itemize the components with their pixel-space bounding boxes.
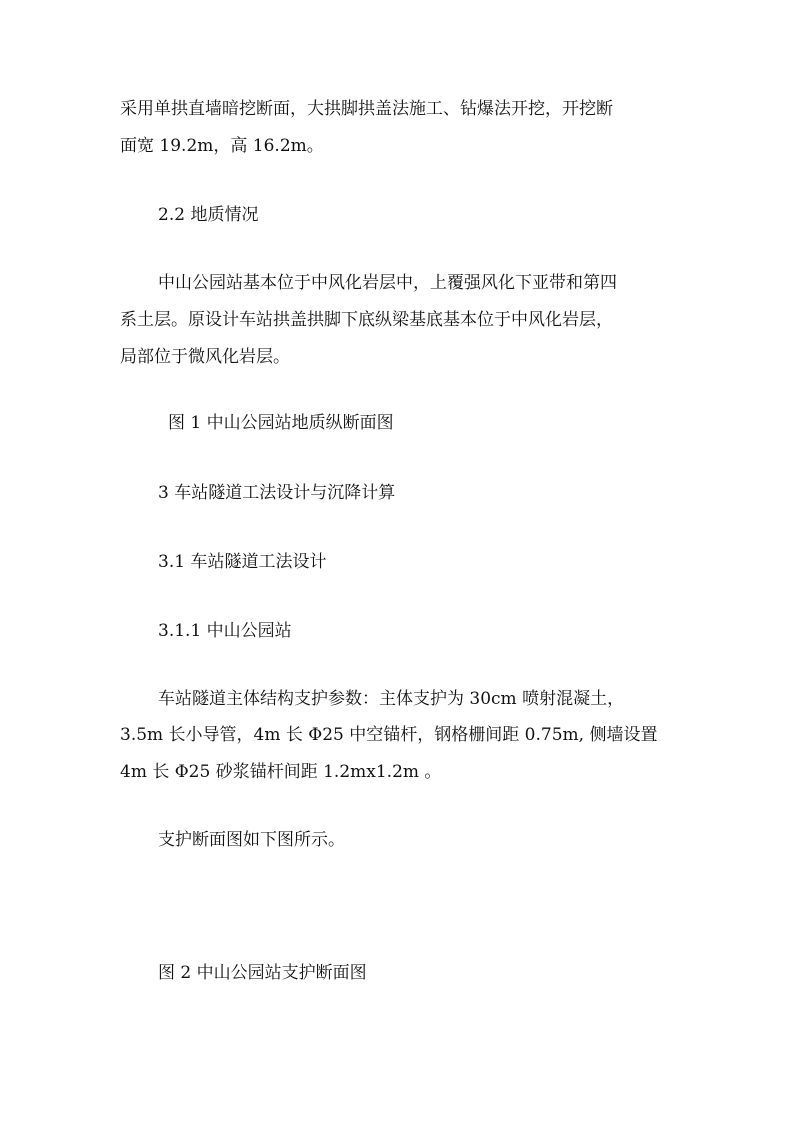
figure-2-caption: 图 2 中山公园站支护断面图 (158, 963, 367, 983)
section-heading-3: 3 车站隧道工法设计与沉降计算 (158, 483, 396, 503)
paragraph-line: 面宽 19.2m，高 16.2m。 (120, 136, 324, 156)
paragraph-line: 中山公园站基本位于中风化岩层中，上覆强风化下亚带和第四 (158, 273, 617, 293)
paragraph-line: 采用单拱直墙暗挖断面，大拱脚拱盖法施工、钻爆法开挖，开挖断 (120, 99, 613, 119)
paragraph-line: 支护断面图如下图所示。 (158, 830, 345, 850)
section-heading-3-1-1: 3.1.1 中山公园站 (158, 621, 292, 641)
paragraph-line: 车站隧道主体结构支护参数：主体支护为 30cm 喷射混凝土， (158, 689, 625, 709)
paragraph-line: 4m 长 Φ25 砂浆锚杆间距 1.2mx1.2m 。 (120, 762, 442, 782)
figure-1-caption: 图 1 中山公园站地质纵断面图 (168, 413, 394, 433)
paragraph-line: 局部位于微风化岩层。 (120, 347, 290, 367)
paragraph-line: 3.5m 长小导管，4m 长 Φ25 中空锚杆，钢格栅间距 0.75m, 侧墙设置 (120, 725, 658, 745)
paragraph-line: 系土层。原设计车站拱盖拱脚下底纵梁基底基本位于中风化岩层， (120, 310, 613, 330)
section-heading-2-2: 2.2 地质情况 (158, 205, 259, 225)
section-heading-3-1: 3.1 车站隧道工法设计 (158, 552, 327, 572)
